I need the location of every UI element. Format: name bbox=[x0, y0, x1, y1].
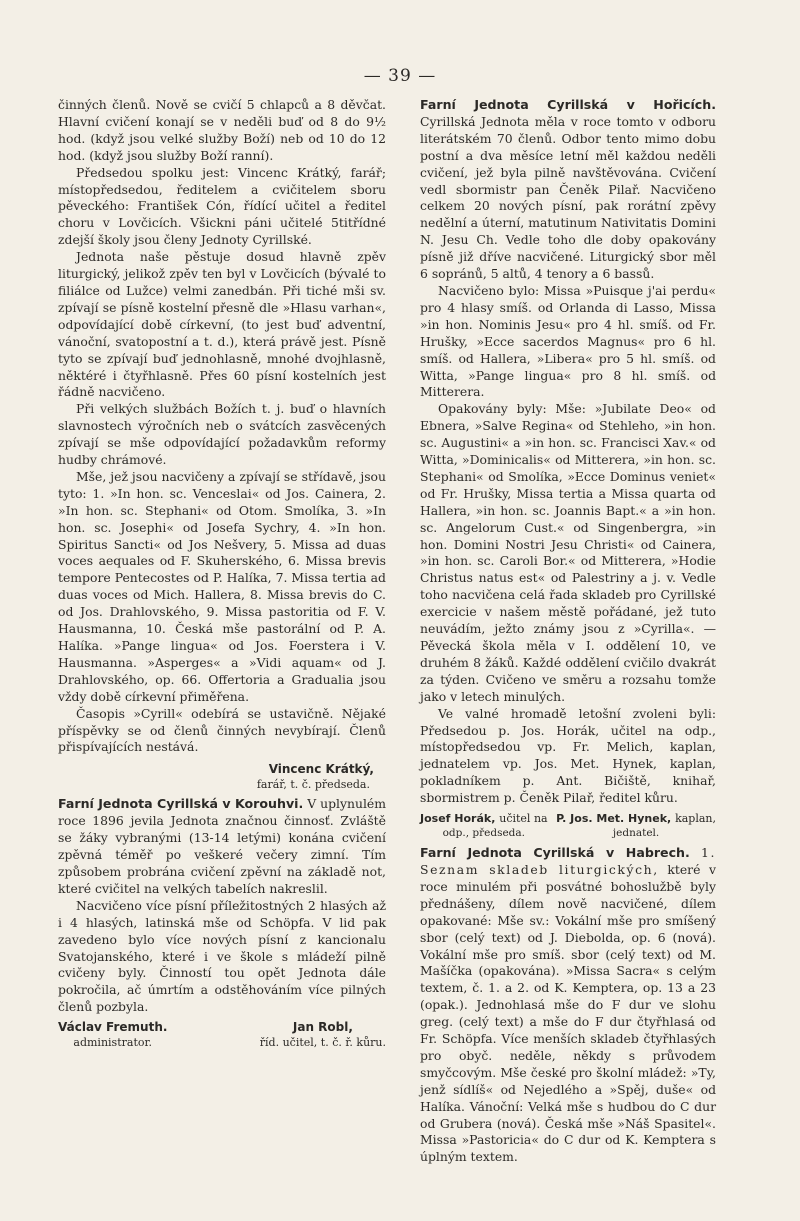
section-heading-korouhev: Farní Jednota Cyrillská v Korouhvi. bbox=[58, 796, 304, 812]
left-paragraph-5: Mše, jež jsou nacvičeny a zpívají se střídavě, jsou tyto: 1. »In hon. sc. Venceslai« od Jos. Cainera, 2. »In hon. sc. Stephani« od Otom. Smolíka, 3. »In hon. sc. Josephi« od Josefa Sychry, 4. »In hon. Spiritus Sancti« od Jos Nešvery, 5. Missa ad duas voces aequales od F. Skuherského, 6. Missa brevis tempore Pentecostes od P. Halíka, 7. Missa tertia ad duas voces od Mich. Hallera, 8. Missa brevis do C. od Jos. Drahlovského, 9. Missa pastoritia od F. V. Hausmanna, 10. Česká mše pastorální od P. A. Halíka. »Pange lingua« od Jos. Foerstera i V. Hausmanna. »Asperges« a »Vidi aquam« od J. Drahlovského, op. 66. Offertoria a Gradualia jsou vždy době církevní přiměřena. bbox=[58, 468, 386, 704]
signature-row-korouhev bbox=[58, 1020, 386, 1050]
signature-role: farář, t. č. předseda. bbox=[256, 778, 370, 792]
signature-jos-met-hynek bbox=[556, 811, 716, 841]
page-number: — 39 — bbox=[363, 66, 437, 86]
horice-paragraph-1: Cyrillská Jednota měla v roce tomto v odboru literátském 70 členů. Odbor tento mimo dobu postní a dva měsíce letní měl každou neděli cvičení, jež byla pilně navštěvována. Cvičení vedl sbormistr pan Čeněk Pilař. Nacvičeno celkem 20 nových písní, pak rorátní zpěvy nedělní a úterní, matutinum Nativitatis Domini N. Jesu Ch. Vedle toho dle doby opakovány písně již dříve nacvičené. Liturgický sbor měl 6 sopránů, 5 altů, 4 tenory a 6 bassů. bbox=[420, 113, 716, 282]
signature-role: říd. učitel, t. č. ř. kůru. bbox=[259, 1036, 386, 1050]
left-paragraph-2: Předsedou spolku jest: Vincenc Krátký, farář; místopředsedou, ředitelem a cvičitelem sboru pěveckého: František Cón, řídící učitel a ředitel choru v Lovčicích. Všickni páni učitelé 5titřídné zdejší školy jsou členy Jednoty Cyrillské. bbox=[58, 164, 386, 248]
korouhev-paragraph-1: V uplynulém roce 1896 jevila Jednota značnou činnosť. Zvláště se žáky vybranými (13-14 letými) konána cvičení zpěvná téměř po veškeré večery zimní. Tím způsobem probrána cvičení zpěvní na základě not, které cvičitel na velkých tabelích nakreslil. bbox=[58, 796, 386, 896]
signature-name-main: Josef Horák, bbox=[420, 812, 496, 826]
signature-row-horice bbox=[420, 811, 716, 841]
signature-name-tail: učitel na bbox=[499, 812, 548, 826]
horice-paragraph-4: Ve valné hromadě letošní zvoleni byli: Předsedou p. Jos. Horák, učitel na odp., místopředsedou vp. Fr. Melich, kaplan, jednatelem vp. Jos. Met. Hynek, kaplan, pokladníkem p. Ant. Bičiště, knihař, sbormistrem p. Čeněk Pilař, ředitel kůru. bbox=[420, 705, 716, 806]
signature-jan-robl bbox=[260, 1020, 386, 1050]
left-paragraph-6: Časopis »Cyrill« odebírá se ustavičně. Nějaké příspěvky se od členů činných nevybírají. Členů přispívajících nestává. bbox=[58, 705, 386, 755]
habry-paragraph-1: které v roce minulém při posvátné bohoslužbě byly přednášeny, dílem nově nacvičené, dílem opakované: Mše sv.: Vokální mše pro smíšený sbor (celý text) od J. Diebolda, op. 6 (nová). Vokální mše pro smíš. sbor (celý text) od M. Mašíčka (opakována). »Missa Sacra« s celým textem, č. 1. a 2. od K. Kemptera, op. 13 a 23 (opak.). Jednohlasá mše do F dur ve slohu greg. (celý text) a mše do F dur čtyřhlasá od Fr. Schöpfa. Více menších skladeb čtyřhlasých pro obyč. neděle, někdy s průvodem smyčcovým. Mše české pro školní mládež: »Ty, jenž sídlíš« od Nejedlého a »Spěj, duše« od Halíka. Vánoční: Velká mše s hudbou do C dur od Grubera (nová). Česká mše »Náš Spasitel«. Missa »Pastoricia« do C dur od K. Kemptera s úplným textem. bbox=[420, 861, 716, 1165]
signature-role: odp., předseda. bbox=[442, 827, 525, 840]
left-paragraph-1: činných členů. Nově se cvičí 5 chlapců a 8 děvčat. Hlavní cvičení konají se v neděli buď od 8 do 9½ hod. (když jsou velké služby Boží) neb od 10 do 12 hod. (když jsou služby Boží ranní). bbox=[58, 97, 386, 163]
section-heading-habry: Farní Jednota Cyrillská v Habrech. bbox=[420, 845, 690, 861]
korouhev-paragraph-2: Nacvičeno více písní příležitostných 2 hlasých až i 4 hlasých, latinská mše od Schöpfa. V lid pak zavedeno bylo více nových písní z kancionalu Svatojanského, které i ve škole s mládeží pilně cvičeny byly. Činností tou opět Jednota dále pokročila, ač úmrtím a odstěhováním více pilných členů pozbyla. bbox=[58, 897, 386, 1015]
signature-name: Václav Fremuth. bbox=[58, 1020, 168, 1035]
signature-name bbox=[420, 811, 548, 826]
signature-role: jednatel. bbox=[612, 827, 660, 840]
left-column bbox=[58, 97, 386, 1050]
right-column bbox=[420, 97, 716, 1166]
signature-name: Jan Robl, bbox=[292, 1020, 353, 1035]
habry-lead: 1. Seznam skladeb liturgických, bbox=[420, 845, 716, 877]
horice-paragraph-2: Nacvičeno bylo: Missa »Puisque j'ai perdu« pro 4 hlasy smíš. od Orlanda di Lasso, Missa »in hon. Nominis Jesu« pro 4 hl. smíš. od Fr. Hrušky, »Ecce sacerdos Magnus« pro 6 hl. smíš. od Hallera, »Libera« pro 5 hl. smíš. od Witta, »Pange lingua« pro 8 hl. smíš. od Mitterera. bbox=[420, 282, 716, 400]
signature-name bbox=[556, 811, 716, 826]
signature-vaclav-fremuth bbox=[58, 1020, 167, 1050]
left-paragraph-4: Při velkých službách Božích t. j. buď o hlavních slavnostech výročních neb o svátcích zasvěcených zpívají se mše odpovídající požadavkům reformy hudby chrámové. bbox=[58, 401, 386, 468]
signature-name-main: P. Jos. Met. Hynek, bbox=[556, 812, 672, 826]
section-heading-horice: Farní Jednota Cyrillská v Hořicích. bbox=[420, 97, 716, 112]
signature-name-tail: kaplan, bbox=[675, 812, 716, 826]
left-paragraph-3: Jednota naše pěstuje dosud hlavně zpěv liturgický, jelikož zpěv ten byl v Lovčicích (bývalé to filiálce od Lužce) velmi zanedbán. Při tiché mši sv. zpívají se písně kostelní přesně dle »Hlasu varhan«, odpovídající době církevní, (to jest buď adventní, vánoční, svatopostní a t. d.), která právě jest. Písně tyto se zpívají buď jednohlasně, mnohé dvojhlasně, něktéré i čtyřhlasně. Přes 60 písní kostelních jest řádně nacvičeno. bbox=[58, 249, 386, 400]
signature-josef-horak bbox=[420, 811, 548, 841]
horice-paragraph-3: Opakovány byly: Mše: »Jubilate Deo« od Ebnera, »Salve Regina« od Stehleho, »in hon. sc. Augustini« a »in hon. sc. Francisci Xav.« od Witta, »Dominicalis« od Mitterera, »in hon. sc. Stephani« od Smolíka, »Ecce Dominus veniet« od Fr. Hrušky, Missa tertia a Missa quarta od Hallera, »in hon. sc. Joannis Bapt.« a »in hon. sc. Angelorum Cust.« od Singenbergra, »in hon. Domini Nostri Jesu Christi« od Cainera, »in hon. sc. Caroli Bor.« od Mitterera, »Hodie Christus natus est« od Palestriny a j. v. Vedle toho nacvičena celá řada skladeb pro Cyrillské exercicie v našem městě pořádané, jež tuto neuvádím, ježto známy jsou z »Cyrilla«. — Pěvecká škola měla v I. oddělení 10, ve druhém 8 žáků. Každé oddělení cvičilo dvakrát za týden. Cvičeno ve směru a rozsahu tomže jako v letech minulých. bbox=[420, 401, 716, 704]
signature-name: Vincenc Krátký, bbox=[268, 762, 374, 777]
signature-vincenc-kratky bbox=[58, 762, 386, 792]
signature-role: administrator. bbox=[73, 1036, 153, 1050]
